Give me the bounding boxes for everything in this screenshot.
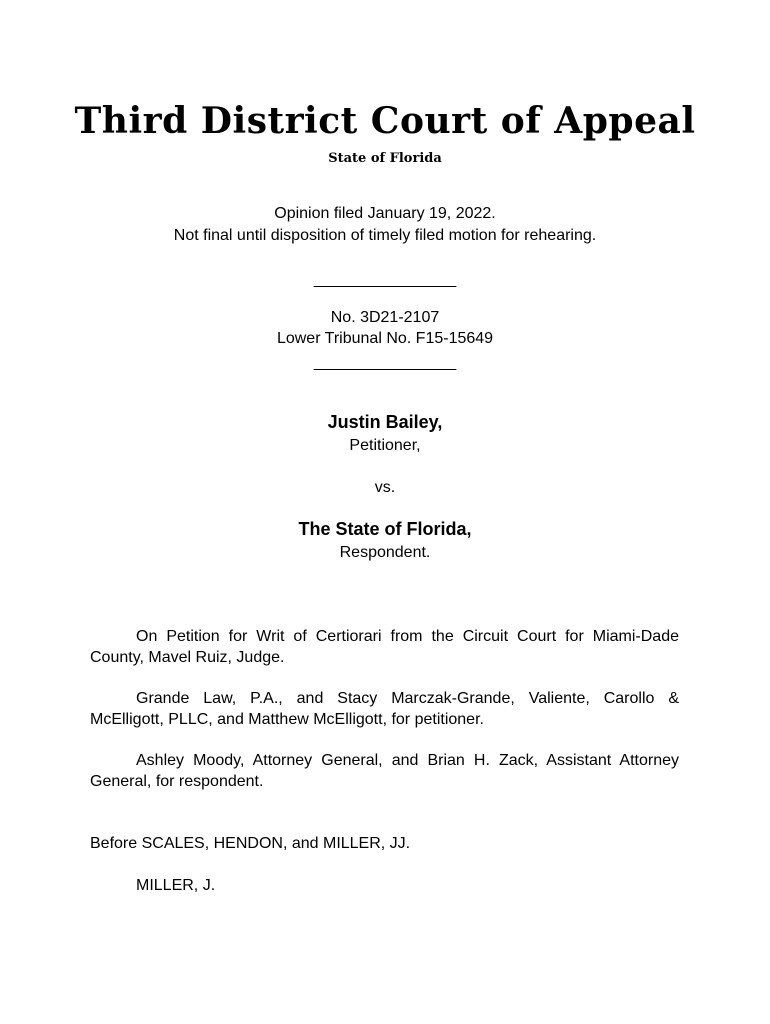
respondent-name: The State of Florida, <box>298 519 472 539</box>
separator-top: ________________ <box>313 271 457 288</box>
court-title: Third District Court of Appeal <box>74 100 696 142</box>
case-number: No. 3D21-2107 <box>330 309 440 326</box>
author-line: MILLER, J. <box>136 877 216 894</box>
court-state-subtitle: State of Florida <box>328 151 442 166</box>
respondent-role: Respondent. <box>339 544 431 561</box>
lower-tribunal-number: Lower Tribunal No. F15-15649 <box>276 330 494 347</box>
petitioner-counsel-paragraph: Grande Law, P.A., and Stacy Marczak-Grande, Valiente, Carollo & McElligott, PLLC, and Matthew McElligott, for petitioner. <box>90 690 679 728</box>
opinion-filed-date: Opinion filed January 19, 2022. <box>274 205 496 222</box>
panel-line: Before SCALES, HENDON, and MILLER, JJ. <box>90 835 411 852</box>
petition-paragraph: On Petition for Writ of Certiorari from the Circuit Court for Miami-Dade County, Mavel Ruiz, Judge. <box>90 628 679 666</box>
respondent-counsel-paragraph: Ashley Moody, Attorney General, and Brian H. Zack, Assistant Attorney General, for respondent. <box>90 752 679 790</box>
versus: vs. <box>374 479 396 496</box>
petitioner-name: Justin Bailey, <box>327 412 443 432</box>
petitioner-role: Petitioner, <box>349 437 421 454</box>
rehearing-note: Not final until disposition of timely filed motion for rehearing. <box>173 227 597 244</box>
separator-bottom: ________________ <box>313 354 457 371</box>
